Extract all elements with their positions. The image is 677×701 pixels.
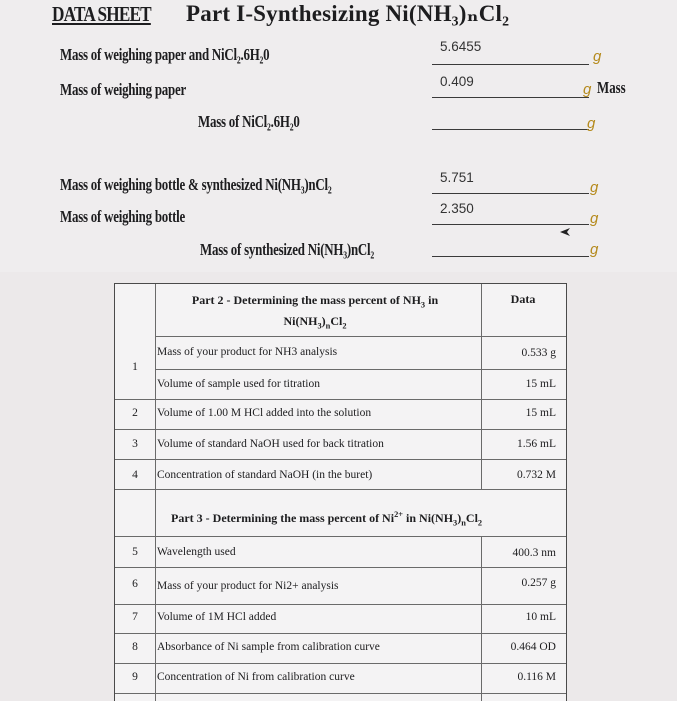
row-number: 9 (132, 671, 138, 683)
row-desc: Volume of 1M HCl added (157, 611, 277, 623)
row-divider (115, 693, 566, 694)
blank-line (432, 256, 589, 257)
row-number: 7 (132, 611, 138, 623)
unit-g: g (590, 179, 599, 196)
row-data: 15 mL (525, 378, 556, 390)
blank-line (432, 64, 589, 65)
part1-sheet (0, 0, 677, 272)
row-desc: Mass of your product for Ni2+ analysis (157, 580, 339, 592)
data-column-header: Data (510, 292, 536, 306)
label-nicl2-mass: Mass of NiCl₂.6H₂0 (198, 112, 300, 131)
unit-g: g (583, 81, 592, 98)
row-data: 10 mL (525, 611, 556, 623)
data-table (114, 283, 567, 701)
row-divider (155, 336, 566, 337)
cursor-arrow-icon (560, 228, 570, 236)
row-divider (115, 663, 566, 664)
row-divider (115, 633, 566, 634)
row-divider (115, 567, 566, 568)
row-divider (115, 429, 566, 430)
row-data: 0.116 M (517, 671, 556, 683)
value-paper-and-nicl2: 5.6455 (440, 39, 482, 54)
column-divider (155, 284, 156, 701)
row-desc: Concentration of standard NaOH (in the buret) (157, 469, 373, 481)
row-data: 0.732 M (517, 469, 556, 481)
row-number: 6 (132, 578, 138, 590)
row-number: 1 (132, 361, 138, 373)
page-title: Part I-Synthesizing Ni(NH₃)ₙCl₂ (186, 1, 510, 26)
data-sheet-heading: DATA SHEET (52, 2, 151, 26)
blank-line (432, 224, 589, 225)
row-data: 1.56 mL (517, 438, 556, 450)
row-desc: Concentration of Ni from calibration curve (157, 671, 355, 683)
blank-line (432, 97, 589, 98)
label-paper-and-nicl2: Mass of weighing paper and NiCl₂.6H₂0 (60, 45, 270, 64)
row-desc: Volume of 1.00 M HCl added into the solution (157, 407, 372, 419)
row-data: 15 mL (525, 407, 556, 419)
row-data: 0.464 OD (510, 641, 556, 653)
row-divider (155, 369, 566, 370)
row-data: 0.257 g (521, 577, 556, 589)
row-desc: Volume of sample used for titration (157, 378, 320, 390)
unit-g: g (590, 241, 599, 258)
part3-heading: Part 3 - Determining the mass percent of $Ni^{2+}$ in $Ni(NH_3)_nCl_2$ (171, 510, 483, 528)
label-weighing-paper: Mass of weighing paper (60, 80, 186, 99)
value-weighing-bottle: 2.350 (440, 201, 474, 216)
value-weighing-paper: 0.409 (440, 74, 474, 89)
row-desc: Wavelength used (157, 546, 236, 558)
value-bottle-and-product: 5.751 (440, 170, 474, 185)
label-bottle-and-product: Mass of weighing bottle & synthesized Ni(NH₃)nCl₂ (60, 175, 332, 194)
row-number: 8 (132, 641, 138, 653)
unit-g: g (593, 48, 602, 65)
row-divider (115, 459, 566, 460)
row-divider (115, 489, 566, 490)
part2-heading: Part 2 - Determining the mass percent of $NH_3$ in $Ni(NH_3)_nCl_2$ (191, 293, 439, 331)
blank-line (432, 129, 589, 130)
row-number: 5 (132, 546, 138, 558)
row-desc: Mass of your product for NH3 analysis (157, 346, 338, 358)
row-desc: Absorbance of Ni sample from calibration curve (157, 641, 380, 653)
unit-g: g (590, 210, 599, 227)
row-divider (115, 536, 566, 537)
row-data: 400.3 nm (512, 547, 556, 559)
label-weighing-bottle: Mass of weighing bottle (60, 207, 186, 226)
row-number: 4 (132, 469, 138, 481)
row-divider (115, 604, 566, 605)
row-number: 2 (132, 407, 138, 419)
column-divider (481, 536, 482, 701)
blank-line (432, 193, 589, 194)
row-desc: Volume of standard NaOH used for back titration (157, 438, 384, 450)
side-note: Mass (597, 78, 626, 97)
row-number: 3 (132, 438, 138, 450)
row-data: 0.533 g (521, 347, 556, 359)
row-divider (115, 399, 566, 400)
label-synthesized-mass: Mass of synthesized Ni(NH₃)nCl₂ (200, 240, 375, 259)
unit-g: g (587, 115, 596, 132)
